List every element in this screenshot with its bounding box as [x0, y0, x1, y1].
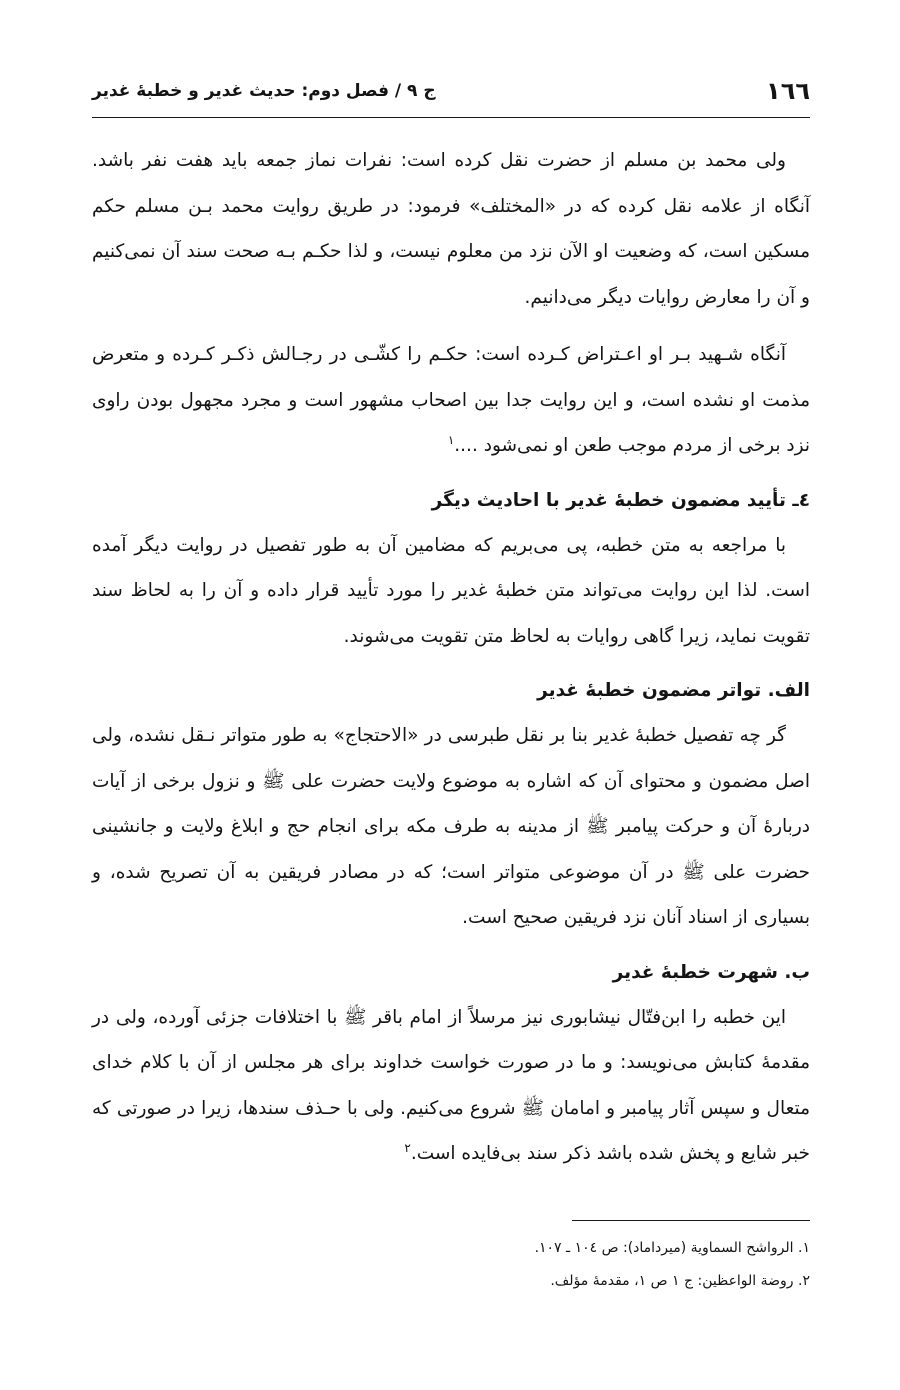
page-number: ١٦٦ [766, 77, 810, 105]
paragraph-5 [92, 995, 810, 1177]
page-header [92, 74, 810, 108]
paragraph-1 [92, 138, 810, 320]
paragraph-4 [92, 713, 810, 941]
subsection-heading-be: ب. شهرت خطبهٔ غدیر [612, 961, 810, 983]
running-head: ج ٩ / فصل دوم: حديث غدير و خطبهٔ غدير [92, 81, 436, 101]
footnotes [92, 1232, 810, 1298]
footnote-rule [572, 1220, 810, 1221]
footnote-marker-2[interactable]: ٢ [404, 1140, 411, 1155]
footnote-marker-1[interactable]: ١ [447, 432, 455, 447]
paragraph-2 [92, 332, 810, 469]
subsection-heading-alef: الف. تواتر مضمون خطبهٔ غدیر [537, 680, 810, 701]
page-body [92, 138, 810, 1177]
footnote-1: ١. الرواشح السماوية (ميرداماد): ص ١٠٤ ـ ١٠٧. [534, 1240, 810, 1256]
paragraph-2-text: آنگاه شـهید بـر او اعـتراض کـرده است: حکـم را کشّـی در رجـالش ذکـر کـرده و متعرض مذمت او نشده است، و این روایت جدا بین اصحاب مشهور است و مجرد مجهول بودن راوی نزد برخی از مردم موجب طعن او نمی‌شود .... [92, 344, 810, 456]
paragraph-3-text: با مراجعه به متن خطبه، پی می‌بریم که مضامین آن به طور تفصیل در روایت دیگر آمده است. لذا این روایت می‌تواند متن خطبهٔ غدیر را مورد تأیید قرار داده و آن را به لحاظ سند تقویت نماید، زیرا گاهی روایات به لحاظ متن تقویت می‌شوند. [92, 534, 810, 647]
header-rule [92, 117, 810, 118]
paragraph-5-text: این خطبه را ابن‌فتّال نیشابوری نیز مرسلاً از امام باقر ﷺ با اختلافات جزئی آورده، ولی در مقدمهٔ کتابش می‌نویسد: و ما در صورت خواست خداوند برای هر مجلس از آن با کلام خدای متعال و سپس آثار پیامبر و امامان ﷺ شروع می‌کنیم. ولی با حـذف سندها، زیرا در صورتی که خبر شایع و پخش شده باشد ذکر سند بی‌فایده است. [92, 1006, 810, 1164]
section-heading-4: ٤ـ تأیید مضمون خطبهٔ غدیر با احادیث دیگر [431, 489, 810, 511]
footnote-2: ٢. روضة الواعظين: ج ١ ص ١، مقدمهٔ مؤلف. [550, 1273, 810, 1289]
paragraph-1-text: ولی محمد بن مسلم از حضرت نقل کرده است: نفرات نماز جمعه باید هفت نفر باشد. آنگاه از علامه نقل کرده که در «المختلف» فرمود: در طریق روایت محمد بـن مسلم حکم مسکین است، که وضعیت او الآن نزد من معلوم نیست، و لذا حکـم بـه صحت سند آن نمی‌کنیم و آن را معارض روایات دیگر می‌دانیم. [92, 150, 810, 308]
paragraph-3 [92, 523, 810, 660]
paragraph-4-text: گر چه تفصیل خطبهٔ غدیر بنا بر نقل طبرسی در «الاحتجاج» به طور متواتر نـقل نشده، ولی اصل مضمون و محتوای آن که اشاره به موضوع ولایت حضرت علی ﷺ و نزول برخی از آیات دربارهٔ آن و حرکت پیامبر ﷺ از مدینه به طرف مکه برای انجام حج و ابلاغ ولایت و جانشینی حضرت علی ﷺ در آن موضوعی متواتر است؛ که در مصادر فریقین به آن تصریح شده، و بسیاری از اسناد آنان نزد فریقین صحیح است. [92, 725, 810, 928]
